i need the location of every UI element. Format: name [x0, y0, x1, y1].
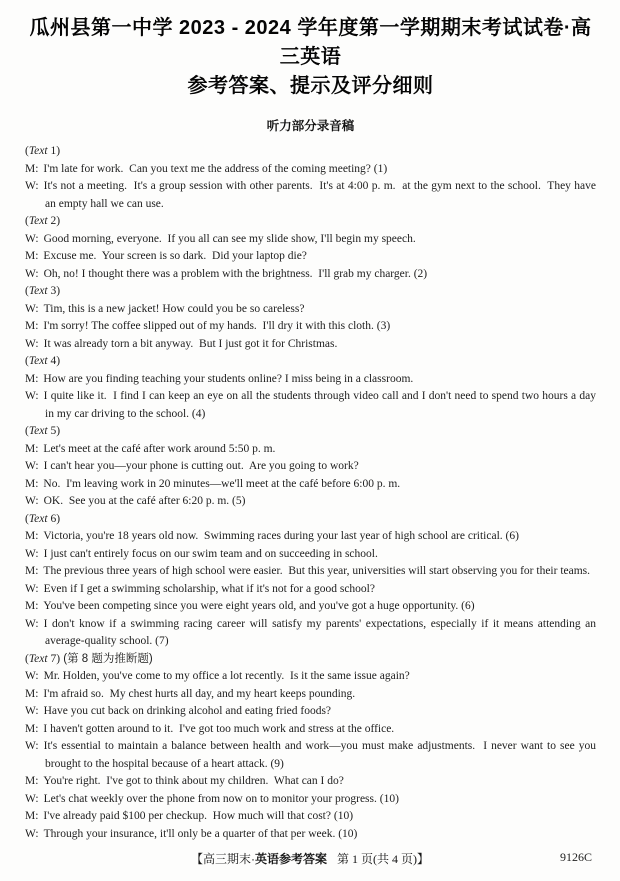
speaker-label: W:	[25, 705, 39, 717]
dialogue-line	[25, 318, 596, 336]
dialogue-line	[25, 703, 596, 721]
utterance-text: It's essential to maintain a balance between health and work—you must make adjustments. I never want to see you brought to the hospital because of a heart attack. (9)	[43, 740, 599, 770]
dialogue-line	[25, 248, 596, 266]
utterance-text: I'm afraid so. My chest hurts all day, and my heart keeps pounding.	[43, 687, 356, 700]
dialogue-line	[25, 598, 596, 616]
marker-text-word: Text	[28, 512, 48, 525]
speaker-label: W:	[25, 792, 39, 805]
text-marker-line	[25, 213, 596, 231]
dialogue-line	[25, 528, 596, 546]
dialogue-line	[25, 581, 596, 599]
speaker-label: M:	[25, 722, 39, 735]
dialogue-line	[25, 371, 596, 389]
utterance-text: No. I'm leaving work in 20 minutes—we'll meet at the café before 6:00 p. m.	[43, 477, 401, 490]
dialogue-line	[25, 231, 596, 249]
utterance-text: I've already paid $100 per checkup. How much will that cost? (10)	[43, 810, 354, 822]
speaker-label: W:	[25, 302, 39, 315]
utterance-text: I'm late for work. Can you text me the address of the coming meeting? (1)	[43, 162, 388, 175]
paper-code: 9126C	[559, 850, 592, 864]
marker-number: 7)	[47, 652, 61, 665]
utterance-text: I don't know if a swimming racing career will satisfy my parents' expectations, especially if it means attending an average-quality school. (7)	[43, 617, 599, 647]
dialogue-line	[25, 178, 599, 213]
speaker-label: M:	[25, 442, 39, 455]
speaker-label: M:	[25, 687, 39, 700]
speaker-label: M:	[25, 530, 39, 542]
speaker-label: M:	[25, 565, 39, 577]
dialogue-line	[25, 161, 596, 179]
speaker-label: W:	[25, 495, 39, 507]
exam-title-line1: 瓜州县第一中学 2023 - 2024 学年度第一学期期末考试试卷·高三英语	[29, 17, 592, 68]
footer-page-number: 第 1 页(共 4 页)】	[337, 852, 429, 866]
dialogue-line	[25, 791, 596, 809]
utterance-text: I'm sorry! The coffee slipped out of my hands. I'll dry it with this cloth. (3)	[43, 320, 391, 332]
text-marker-line	[25, 511, 596, 529]
speaker-label: W:	[25, 617, 39, 630]
marker-number: 2)	[47, 215, 61, 227]
utterance-text: It was already torn a bit anyway. But I just got it for Christmas.	[43, 337, 338, 350]
listening-section-heading: 听力部分录音稿	[266, 119, 355, 133]
utterance-text: I can't hear you—your phone is cutting out. Are you going to work?	[43, 460, 359, 472]
utterance-text: Excuse me. Your screen is so dark. Did your laptop die?	[43, 250, 307, 262]
dialogue-line	[25, 301, 596, 319]
utterance-text: I quite like it. I find I can keep an eye on all the students through video call and I don't need to spend two hours a day in my car driving to the school. (4)	[43, 390, 599, 420]
speaker-label: W:	[25, 180, 39, 192]
utterance-text: Let's chat weekly over the phone from now on to monitor your progress. (10)	[43, 792, 399, 805]
marker-text-word: Text	[28, 652, 48, 665]
utterance-text: Tim, this is a new jacket! How could you be so careless?	[43, 302, 305, 315]
text-marker-line	[25, 143, 596, 161]
text-marker-line	[25, 353, 596, 371]
speaker-label: M:	[25, 477, 39, 490]
dialogue-line	[25, 686, 596, 704]
text-marker-line	[25, 423, 596, 441]
utterance-text: I haven't gotten around to it. I've got too much work and stress at the office.	[43, 722, 395, 735]
marker-text-word: Text	[28, 425, 48, 437]
dialogue-line	[25, 336, 596, 354]
marker-note: (第 8 题为推断题)	[60, 652, 153, 665]
speaker-label: W:	[25, 582, 39, 595]
utterance-text: Let's meet at the café after work around 5:50 p. m.	[43, 442, 276, 455]
utterance-text: Oh, no! I thought there was a problem with the brightness. I'll grab my charger. (2)	[43, 267, 428, 280]
utterance-text: Even if I get a swimming scholarship, what if it's not for a good school?	[43, 582, 375, 595]
text-marker-line	[25, 651, 596, 669]
marker-number: 1)	[47, 145, 61, 157]
speaker-label: M:	[25, 162, 39, 175]
dialogue-line	[25, 266, 596, 284]
marker-text-word: Text	[28, 355, 48, 367]
dialogue-line	[25, 388, 599, 423]
speaker-label: M:	[25, 810, 39, 822]
dialogue-line	[25, 493, 596, 511]
marker-number: 6)	[47, 512, 61, 525]
footer-caption	[0, 850, 620, 867]
dialogue-line	[25, 808, 596, 826]
speaker-label: M:	[25, 775, 39, 787]
utterance-text: It's not a meeting. It's a group session with other parents. It's at 4:00 p. m. at the gym next to the school. They have an empty hall we can use.	[43, 180, 599, 210]
marker-open-paren: (	[25, 145, 29, 157]
speaker-label: M:	[25, 250, 39, 262]
speaker-label: W:	[25, 740, 39, 752]
footer-subject-label: 英语参考答案	[254, 852, 327, 866]
footer-series-label: 【高三期末·	[190, 852, 255, 866]
marker-text-word: Text	[28, 145, 48, 157]
marker-open-paren: (	[25, 355, 29, 367]
utterance-text: You're right. I've got to think about my children. What can I do?	[43, 775, 344, 787]
utterance-text: Victoria, you're 18 years old now. Swimming races during your last year of high school are critical. (6)	[43, 530, 519, 542]
marker-number: 4)	[47, 355, 61, 367]
dialogue-line	[25, 458, 596, 476]
utterance-text: I just can't entirely focus on our swim team and on succeeding in school.	[43, 547, 378, 560]
speaker-label: W:	[25, 670, 39, 682]
dialogue-line	[25, 773, 596, 791]
dialogue-line	[25, 668, 596, 686]
speaker-label: W:	[25, 827, 39, 840]
marker-open-paren: (	[25, 285, 29, 297]
marker-open-paren: (	[25, 512, 29, 525]
dialogue-line	[25, 616, 599, 651]
dialogue-line	[25, 546, 596, 564]
speaker-label: W:	[25, 547, 39, 560]
speaker-label: M:	[25, 372, 39, 385]
speaker-label: W:	[25, 390, 39, 402]
speaker-label: W:	[25, 267, 39, 280]
dialogue-line	[25, 826, 596, 844]
speaker-label: W:	[25, 337, 39, 350]
marker-text-word: Text	[28, 285, 48, 297]
dialogue-line	[25, 738, 599, 773]
utterance-text: Mr. Holden, you've come to my office a lot recently. Is it the same issue again?	[43, 670, 410, 682]
utterance-text: How are you finding teaching your students online? I miss being in a classroom.	[43, 372, 414, 385]
utterance-text: The previous three years of high school were easier. But this year, universities will start observing you for their teams.	[43, 565, 591, 577]
speaker-label: M:	[25, 600, 39, 612]
page-footer	[0, 850, 620, 868]
marker-open-paren: (	[25, 215, 29, 227]
utterance-text: OK. See you at the café after 6:20 p. m. (5)	[43, 495, 246, 507]
exam-title-line2: 参考答案、提示及评分细则	[187, 75, 434, 97]
utterance-text: Through your insurance, it'll only be a quarter of that per week. (10)	[43, 827, 358, 840]
speaker-label: W:	[25, 460, 39, 472]
dialogue-line	[25, 721, 596, 739]
listening-transcript	[25, 143, 599, 843]
dialogue-line	[25, 441, 596, 459]
utterance-text: Have you cut back on drinking alcohol and eating fried foods?	[43, 705, 332, 717]
marker-open-paren: (	[25, 425, 29, 437]
dialogue-line	[25, 563, 596, 581]
utterance-text: Good morning, everyone. If you all can see my slide show, I'll begin my speech.	[43, 232, 416, 245]
utterance-text: You've been competing since you were eight years old, and you've got a huge opportunity. (6)	[43, 600, 475, 612]
speaker-label: W:	[25, 232, 39, 245]
marker-text-word: Text	[28, 215, 48, 227]
marker-number: 3)	[47, 285, 61, 297]
marker-open-paren: (	[25, 652, 29, 665]
dialogue-line	[25, 476, 596, 494]
marker-number: 5)	[47, 425, 61, 437]
exam-title-block	[25, 14, 596, 101]
speaker-label: M:	[25, 320, 39, 332]
text-marker-line	[25, 283, 596, 301]
